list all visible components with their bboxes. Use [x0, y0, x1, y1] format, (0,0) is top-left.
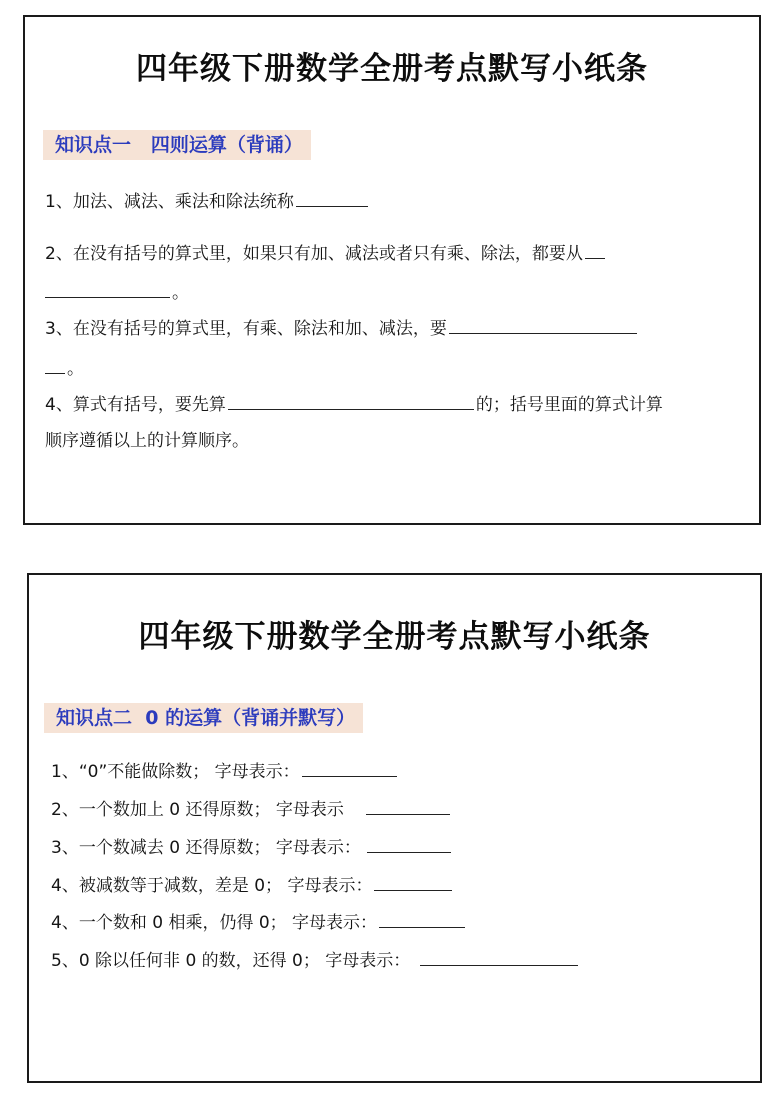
answer-blank[interactable] — [45, 281, 170, 298]
answer-blank[interactable] — [585, 242, 605, 259]
item-text: 4、一个数和 0 相乘，仍得 0； 字母表示： — [51, 913, 378, 933]
item-text: 1、加法、减法、乘法和除法统称 — [45, 192, 294, 212]
answer-blank[interactable] — [296, 190, 368, 207]
item-text: 。 — [67, 359, 84, 379]
item-line — [51, 760, 399, 782]
item-line — [51, 949, 580, 971]
answer-blank[interactable] — [302, 760, 397, 777]
answer-blank[interactable] — [45, 357, 65, 374]
answer-blank[interactable] — [367, 836, 451, 853]
item-text: 3、一个数减去 0 还得原数； 字母表示： — [51, 838, 361, 858]
item-text: 2、一个数加上 0 还得原数； 字母表示 — [51, 800, 344, 820]
card-title: 四年级下册数学全册考点默写小纸条 — [136, 51, 648, 87]
item-line — [45, 431, 249, 451]
item-line — [45, 242, 607, 264]
item-text: 1、“0”不能做除数； 字母表示： — [51, 762, 300, 782]
answer-blank[interactable] — [374, 874, 452, 891]
item-text: 3、在没有括号的算式里，有乘、除法和加、减法，要 — [45, 319, 447, 339]
item-line — [51, 911, 467, 933]
item-text: 4、算式有括号，要先算 — [45, 395, 226, 415]
answer-blank[interactable] — [449, 317, 637, 334]
answer-blank[interactable] — [379, 911, 465, 928]
item-text: 4、被减数等于减数，差是 0； 字母表示： — [51, 876, 373, 896]
note-card-2 — [27, 573, 762, 1083]
section-heading: 知识点二 0 的运算（背诵并默写） — [44, 703, 363, 733]
item-line — [51, 798, 452, 820]
answer-blank[interactable] — [420, 949, 578, 966]
section-heading: 知识点一 四则运算（背诵） — [43, 130, 311, 160]
item-line-continued — [45, 281, 189, 303]
item-text: 2、在没有括号的算式里，如果只有加、减法或者只有乘、除法，都要从 — [45, 244, 583, 264]
item-line — [45, 317, 639, 339]
item-text: 顺序遵循以上的计算顺序。 — [45, 431, 249, 451]
item-line — [45, 190, 370, 212]
item-text: 。 — [172, 283, 189, 303]
answer-blank[interactable] — [228, 393, 474, 410]
item-text: 的；括号里面的算式计算 — [475, 395, 663, 415]
item-line — [51, 874, 454, 896]
answer-blank[interactable] — [366, 798, 450, 815]
item-line — [45, 393, 663, 415]
card-title: 四年级下册数学全册考点默写小纸条 — [138, 619, 651, 655]
item-line — [51, 836, 453, 858]
item-line-continued — [45, 357, 84, 379]
note-card-1 — [23, 15, 761, 525]
item-text: 5、0 除以任何非 0 的数，还得 0； 字母表示： — [51, 951, 411, 971]
